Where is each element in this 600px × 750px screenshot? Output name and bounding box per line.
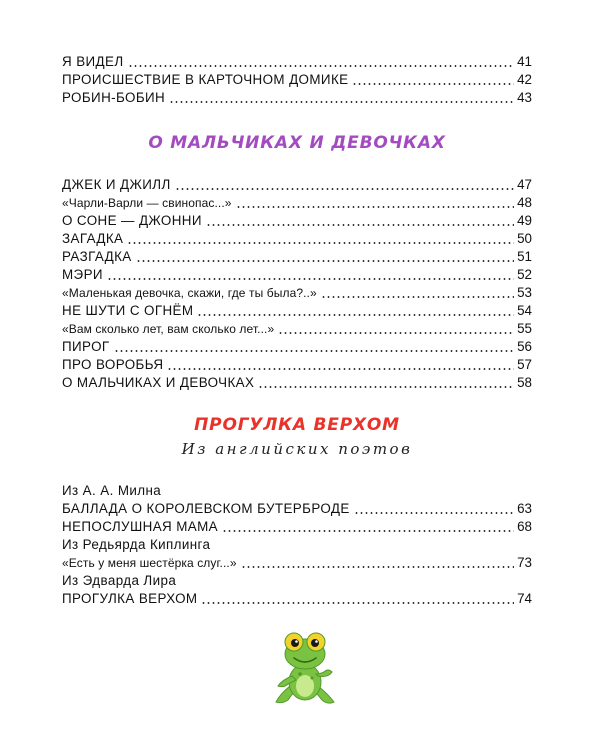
toc-entry[interactable] — [62, 230, 532, 248]
dot-leader — [236, 206, 515, 208]
toc-entry-page: 56 — [517, 339, 532, 354]
dot-leader — [175, 188, 514, 190]
toc-entry-title: О СОНЕ — ДЖОННИ — [62, 213, 202, 228]
toc-entry-page: 50 — [517, 231, 532, 246]
toc-entry-page: 63 — [517, 501, 532, 516]
toc-entry[interactable] — [62, 89, 532, 107]
toc-entry-title: РАЗГАДКА — [62, 249, 132, 264]
section-heading-riding: ПРОГУЛКА ВЕРХОМ — [194, 415, 400, 435]
toc-entry[interactable] — [62, 194, 532, 212]
dot-leader — [278, 332, 514, 334]
toc-entry-title: МЭРИ — [62, 267, 103, 282]
dot-leader — [241, 566, 514, 568]
toc-entry[interactable] — [62, 320, 532, 338]
toc-entry-page: 57 — [517, 357, 532, 372]
dot-leader — [128, 65, 515, 67]
toc-entry[interactable] — [62, 590, 532, 608]
toc-entry-page: 47 — [517, 177, 532, 192]
dot-leader — [222, 530, 514, 532]
toc-section-1 — [62, 53, 532, 107]
toc-section-2 — [62, 176, 532, 392]
section-subheading: Из английских поэтов — [181, 440, 413, 458]
dot-leader — [169, 101, 514, 103]
toc-section-3 — [62, 482, 532, 608]
toc-entry-page: 42 — [517, 72, 532, 87]
toc-entry-title: ПРО ВОРОБЬЯ — [62, 357, 164, 372]
toc-author: Из Эдварда Лира — [62, 573, 177, 588]
toc-entry[interactable] — [62, 356, 532, 374]
dot-leader — [136, 260, 514, 262]
toc-entry[interactable] — [62, 266, 532, 284]
toc-author-line — [62, 572, 532, 590]
toc-entry-title: НЕ ШУТИ С ОГНЁМ — [62, 303, 194, 318]
dot-leader — [354, 512, 514, 514]
toc-entry-title: ПРОГУЛКА ВЕРХОМ — [62, 591, 198, 606]
toc-author-line — [62, 482, 532, 500]
toc-entry-page: 53 — [517, 285, 532, 300]
toc-author: Из А. А. Милна — [62, 483, 162, 498]
toc-author-line — [62, 536, 532, 554]
dot-leader — [114, 350, 515, 352]
toc-entry[interactable] — [62, 71, 532, 89]
toc-entry-page: 58 — [517, 375, 532, 390]
section-heading-boys-girls: О МАЛЬЧИКАХ И ДЕВОЧКАХ — [148, 133, 446, 153]
dot-leader — [352, 83, 514, 85]
toc-entry-page: 52 — [517, 267, 532, 282]
toc-entry-page: 74 — [517, 591, 532, 606]
toc-entry[interactable] — [62, 518, 532, 536]
toc-entry-title: О МАЛЬЧИКАХ И ДЕВОЧКАХ — [62, 375, 255, 390]
toc-entry[interactable] — [62, 302, 532, 320]
toc-entry-title: ПИРОГ — [62, 339, 110, 354]
dot-leader — [258, 386, 514, 388]
dot-leader — [197, 314, 514, 316]
toc-entry-page: 51 — [517, 249, 532, 264]
toc-entry-title: НЕПОСЛУШНАЯ МАМА — [62, 519, 218, 534]
toc-entry-title: «Вам сколько лет, вам сколько лет...» — [62, 322, 275, 336]
dot-leader — [206, 224, 514, 226]
dot-leader — [321, 296, 514, 298]
toc-entry-page: 43 — [517, 90, 532, 105]
toc-entry-page: 54 — [517, 303, 532, 318]
toc-entry-page: 68 — [517, 519, 532, 534]
toc-entry[interactable] — [62, 248, 532, 266]
toc-entry-title: Я ВИДЕЛ — [62, 54, 124, 69]
toc-entry[interactable] — [62, 53, 532, 71]
toc-entry[interactable] — [62, 338, 532, 356]
toc-entry-title: РОБИН-БОБИН — [62, 90, 166, 105]
dot-leader — [107, 278, 514, 280]
toc-entry[interactable] — [62, 284, 532, 302]
toc-entry-page: 49 — [517, 213, 532, 228]
toc-entry[interactable] — [62, 176, 532, 194]
toc-entry-title: ПРОИСШЕСТВИЕ В КАРТОЧНОМ ДОМИКЕ — [62, 72, 349, 87]
toc-entry-page: 55 — [517, 321, 532, 336]
toc-entry[interactable] — [62, 374, 532, 392]
toc-entry-title: ЗАГАДКА — [62, 231, 124, 246]
dot-leader — [167, 368, 514, 370]
toc-entry-page: 73 — [517, 555, 532, 570]
toc-author: Из Редьярда Киплинга — [62, 537, 211, 552]
dot-leader — [127, 242, 514, 244]
toc-entry-page: 48 — [517, 195, 532, 210]
toc-entry-title: «Маленькая девочка, скажи, где ты была?..» — [62, 286, 317, 300]
toc-entry-title: ДЖЕК И ДЖИЛЛ — [62, 177, 171, 192]
toc-entry-title: «Есть у меня шестёрка слуг...» — [62, 556, 237, 570]
frog-illustration-icon — [270, 628, 340, 710]
toc-entry-title: «Чарли-Варли — свинопас...» — [62, 196, 232, 210]
toc-entry-title: БАЛЛАДА О КОРОЛЕВСКОМ БУТЕРБРОДЕ — [62, 501, 350, 516]
toc-entry[interactable] — [62, 500, 532, 518]
toc-entry[interactable] — [62, 554, 532, 572]
toc-entry-page: 41 — [517, 54, 532, 69]
dot-leader — [201, 602, 514, 604]
toc-entry[interactable] — [62, 212, 532, 230]
